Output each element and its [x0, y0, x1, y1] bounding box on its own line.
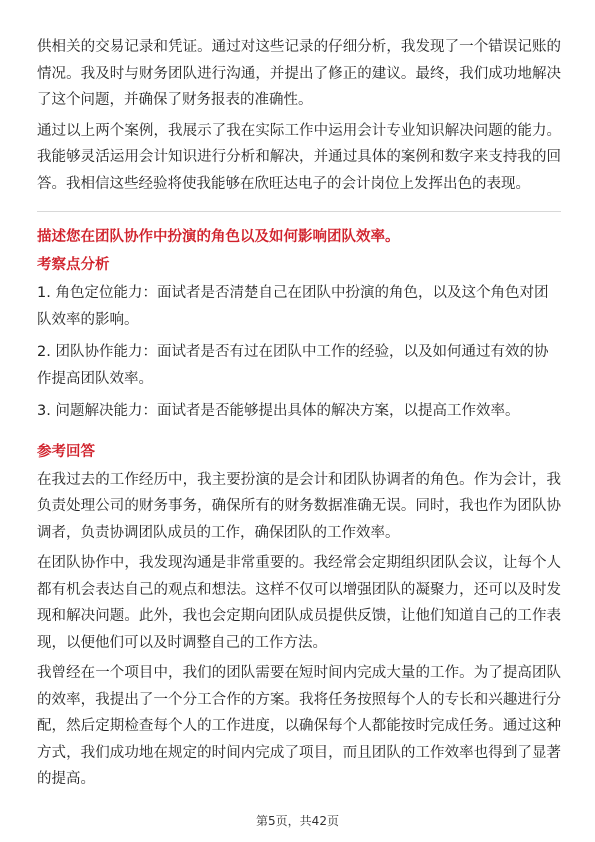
- section-divider: [37, 211, 561, 212]
- analysis-item: 3. 问题解决能力：面试者是否能够提出具体的解决方案，以提高工作效率。: [37, 403, 520, 419]
- document-page: [37, 34, 561, 797]
- analysis-title: 考察点分析: [37, 257, 110, 273]
- spacer: [37, 431, 561, 439]
- answer-title: 参考回答: [37, 443, 95, 460]
- page-number: 第5页，共42页: [256, 814, 339, 828]
- answer-paragraph: 在我过去的工作经历中，我主要扮演的是会计和团队协调者的角色。作为会计，我负责处理公司的财务事务，确保所有的财务数据准确无误。同时，我也作为团队协调者，负责协调团队成员的工作，确保团队的工作效率。: [37, 471, 561, 541]
- body-paragraph: 通过以上两个案例，我展示了我在实际工作中运用会计专业知识解决问题的能力。我能够灵活运用会计知识进行分析和解决，并通过具体的案例和数字来支持我的回答。我相信这些经验将使我能够在欣旺达电子的会计岗位上发挥出色的表现。: [37, 122, 561, 192]
- body-paragraph: 供相关的交易记录和凭证。通过对这些记录的仔细分析，我发现了一个错误记账的情况。我及时与财务团队进行沟通，并提出了修正的建议。最终，我们成功地解决了这个问题，并确保了财务报表的准确性。: [37, 39, 561, 108]
- analysis-item: 2. 团队协作能力：面试者是否有过在团队中工作的经验，以及如何通过有效的协作提高团队效率。: [37, 344, 549, 387]
- analysis-item: 1. 角色定位能力：面试者是否清楚自己在团队中扮演的角色，以及这个角色对团队效率的影响。: [37, 285, 549, 328]
- question-heading: 描述您在团队协作中扮演的角色以及如何影响团队效率。: [37, 229, 400, 245]
- answer-paragraph: 在团队协作中，我发现沟通是非常重要的。我经常会定期组织团队会议，让每个人都有机会表达自己的观点和想法。这样不仅可以增强团队的凝聚力，还可以及时发现和解决问题。此外，我也会定期向团队成员提供反馈，让他们知道自己的工作表现，以便他们可以及时调整自己的工作方法。: [37, 555, 561, 651]
- answer-paragraph: 我曾经在一个项目中，我们的团队需要在短时间内完成大量的工作。为了提高团队的效率，我提出了一个分工合作的方案。我将任务按照每个人的专长和兴趣进行分配，然后定期检查每个人的工作进度，以确保每个人都能按时完成任务。通过这种方式，我们成功地在规定的时间内完成了项目，而且团队的工作效率也得到了显著的提高。: [37, 665, 561, 787]
